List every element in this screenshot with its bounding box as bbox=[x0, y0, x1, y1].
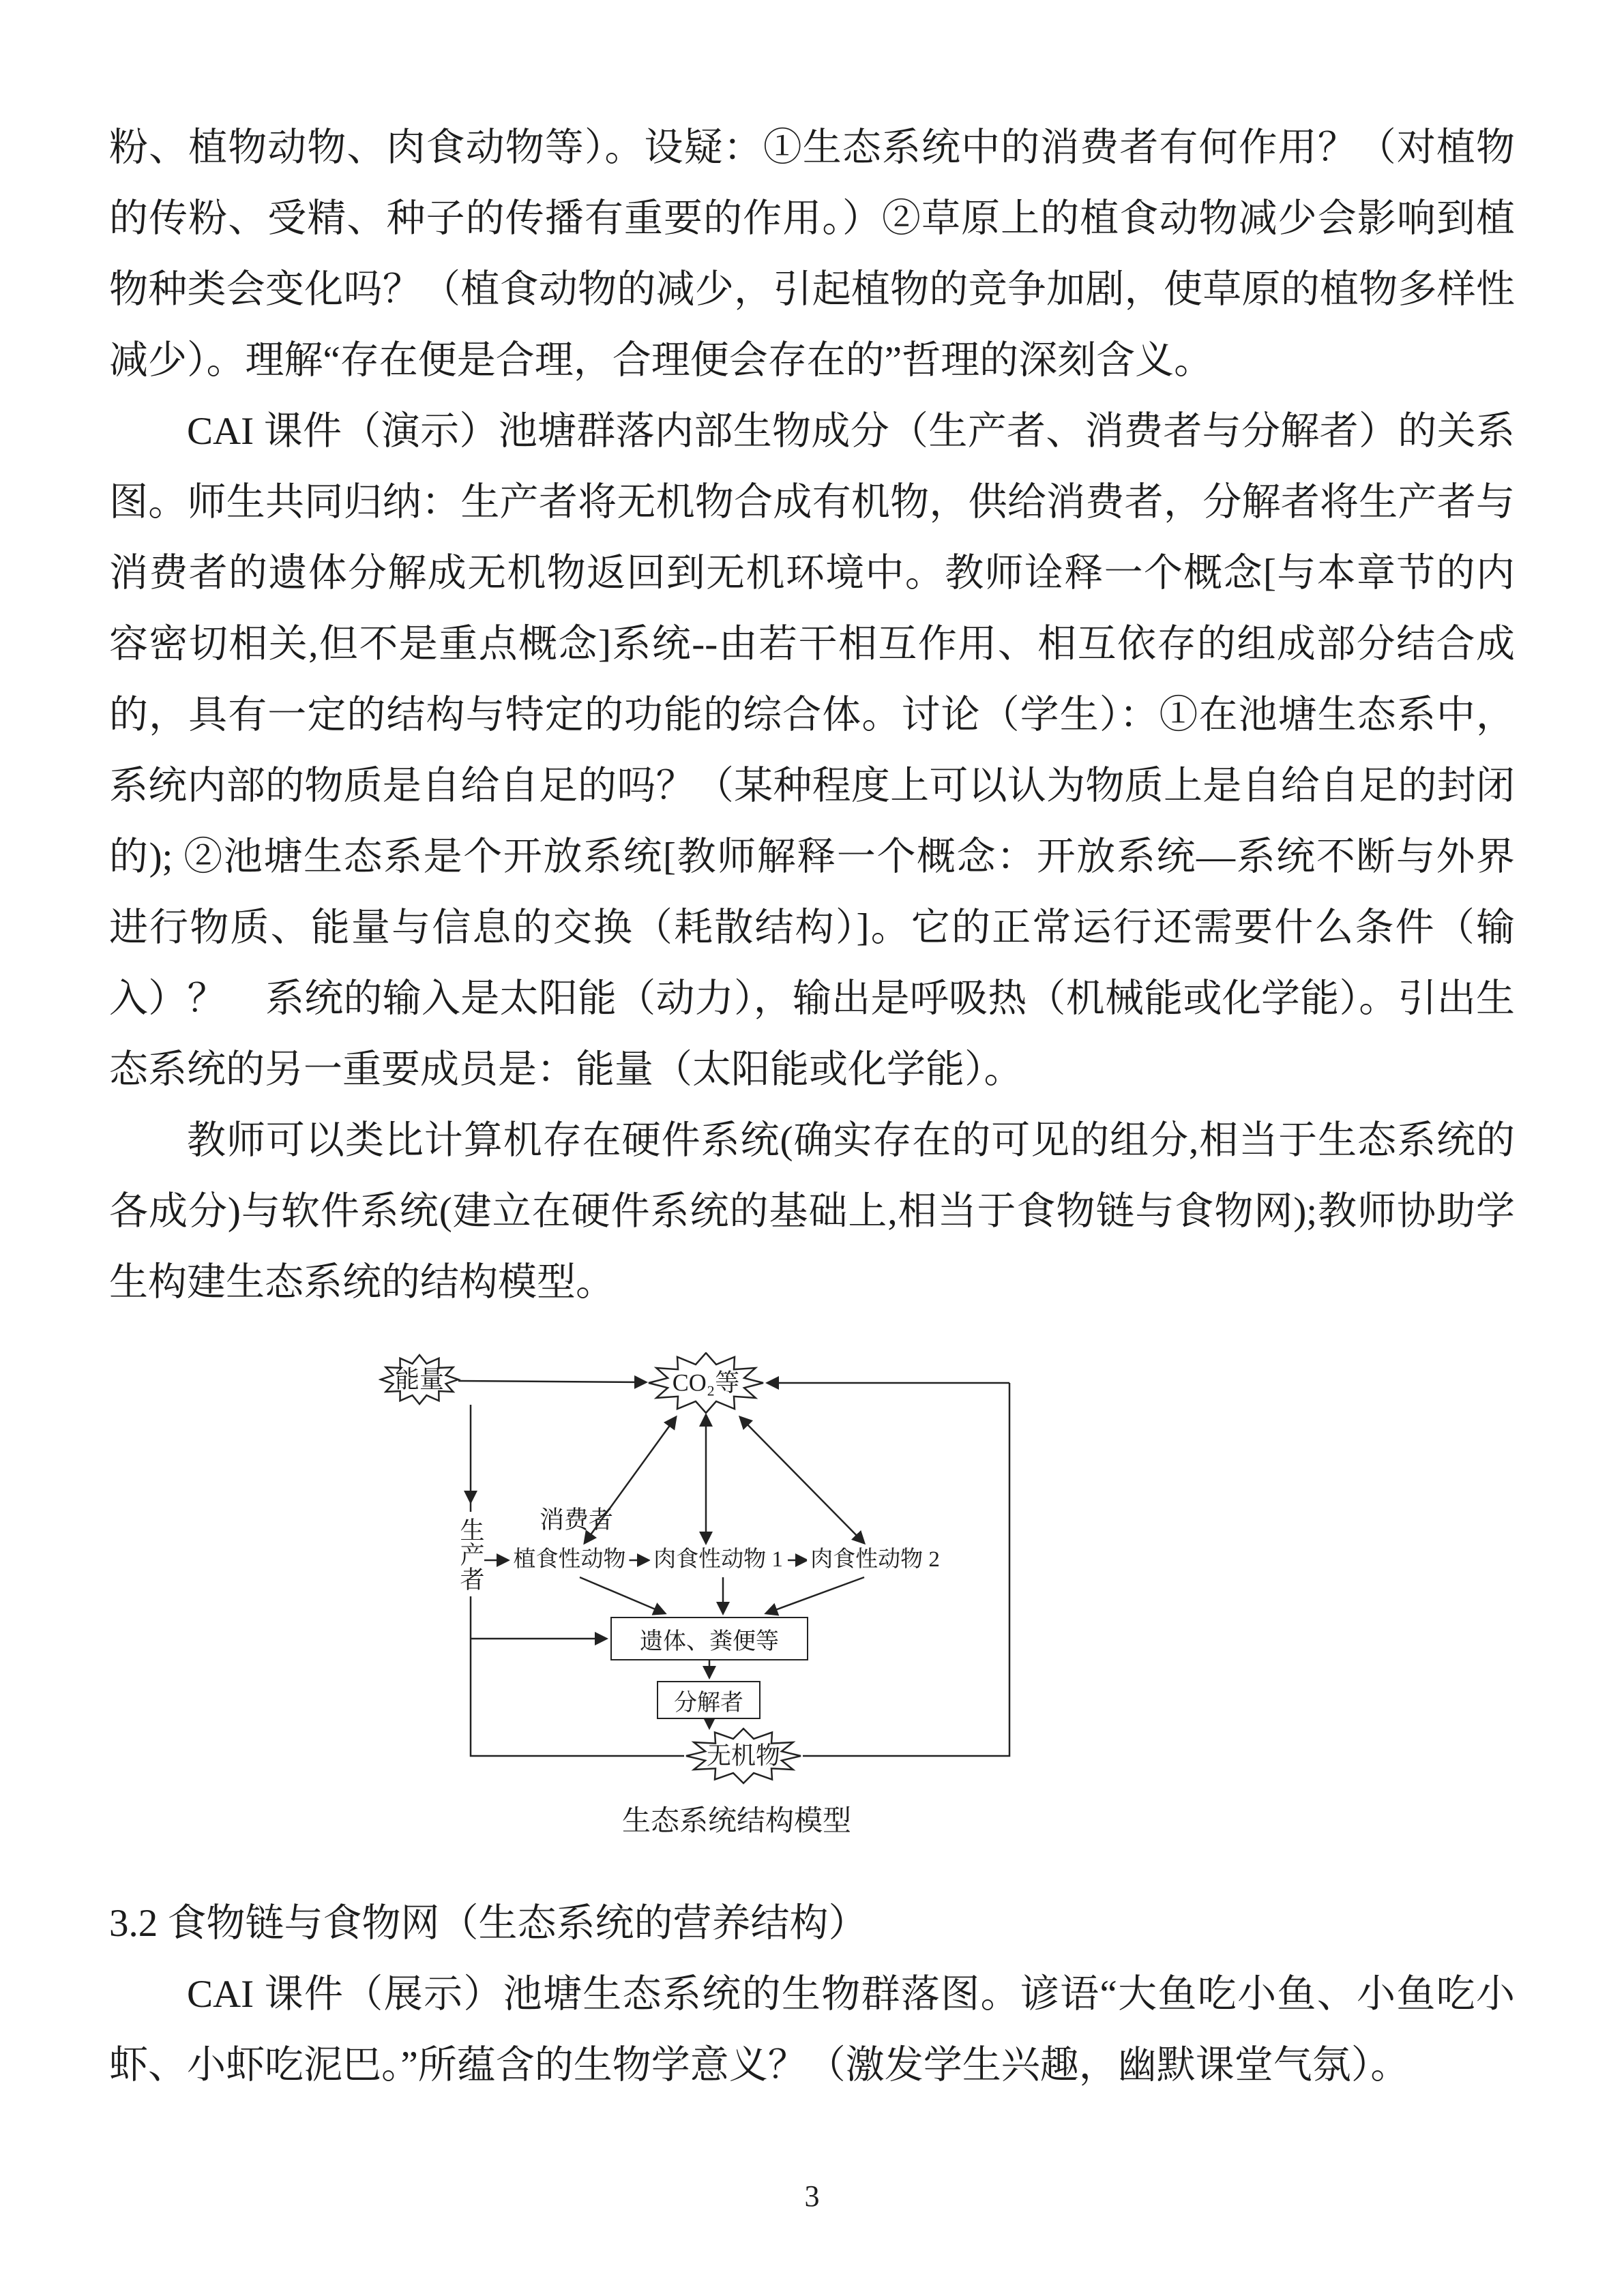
diagram-node-carnivore-2: 肉食性动物 2 bbox=[807, 1546, 943, 1575]
paragraph-2: CAI 课件（演示）池塘群落内部生物成分（生产者、消费者与分解者）的关系图。师生共同归纳：生产者将无机物合成有机物，供给消费者，分解者将生产者与消费者的遗体分解成无机物返回到无机环境中。教师诠释一个概念[与本章节的内容密切相关,但不是重点概念]系统--由若干相互作用、相互依存的组成部分结合成的，具有一定的结构与特定的功能的综合体。讨论（学生）：①在池塘生态系中，系统内部的物质是自给自足的吗？（某种程度上可以认为物质上是自给自足的封闭的); ②池塘生态系是个开放系统[教师解释一个概念：开放系统—系统不断与外界进行物质、能量与信息的交换（耗散结构）]。它的正常运行还需要什么条件（输入）？ 系统的输入是太阳能（动力），输出是呼吸热（机械能或化学能）。引出生态系统的另一重要成员是：能量（太阳能或化学能）。 bbox=[109, 410, 1515, 1091]
diagram-node-inorganic: 无机物 bbox=[706, 1742, 781, 1770]
diagram-caption: 生态系统结构模型 bbox=[621, 1806, 851, 1837]
diagram-node-herbivore: 植食性动物 bbox=[510, 1546, 630, 1575]
diagram-node-consumers: 消费者 bbox=[539, 1506, 614, 1534]
paragraph-1: 粉、植物动物、肉食动物等）。设疑：①生态系统中的消费者有何作用？（对植物的传粉、受精、种子的传播有重要的作用。）②草原上的植食动物减少会影响到植物种类会变化吗？（植食动物的减少，引起植物的竞争加剧，使草原的植物多样性减少）。理解“存在便是合理，合理便会存在的”哲理的深刻含义。 bbox=[109, 126, 1515, 382]
diagram-node-energy: 能量 bbox=[394, 1365, 445, 1393]
diagram-node-co2: CO₂等 bbox=[672, 1369, 740, 1397]
diagram-node-remains: 遗体、粪便等 bbox=[610, 1617, 808, 1660]
page-number: 3 bbox=[804, 2179, 820, 2213]
section-heading-3-2: 3.2 食物链与食物网（生态系统的营养结构） bbox=[109, 1902, 868, 1945]
ecosystem-structure-diagram bbox=[379, 1352, 1061, 1795]
paragraph-4: CAI 课件（展示）池塘生态系统的生物群落图。谚语“大鱼吃小鱼、小鱼吃小虾、小虾吃泥巴。”所蕴含的生物学意义？（激发学生兴趣，幽默课堂气氛）。 bbox=[109, 1973, 1515, 2087]
diagram-node-carnivore-1: 肉食性动物 1 bbox=[650, 1546, 786, 1575]
paragraph-3: 教师可以类比计算机存在硬件系统(确实存在的可见的组分,相当于生态系统的各成分)与软件系统(建立在硬件系统的基础上,相当于食物链与食物网);教师协助学生构建生态系统的结构模型。 bbox=[109, 1119, 1515, 1304]
diagram-node-producer: 生产者 bbox=[457, 1512, 484, 1596]
diagram-node-decomposer: 分解者 bbox=[657, 1681, 761, 1719]
